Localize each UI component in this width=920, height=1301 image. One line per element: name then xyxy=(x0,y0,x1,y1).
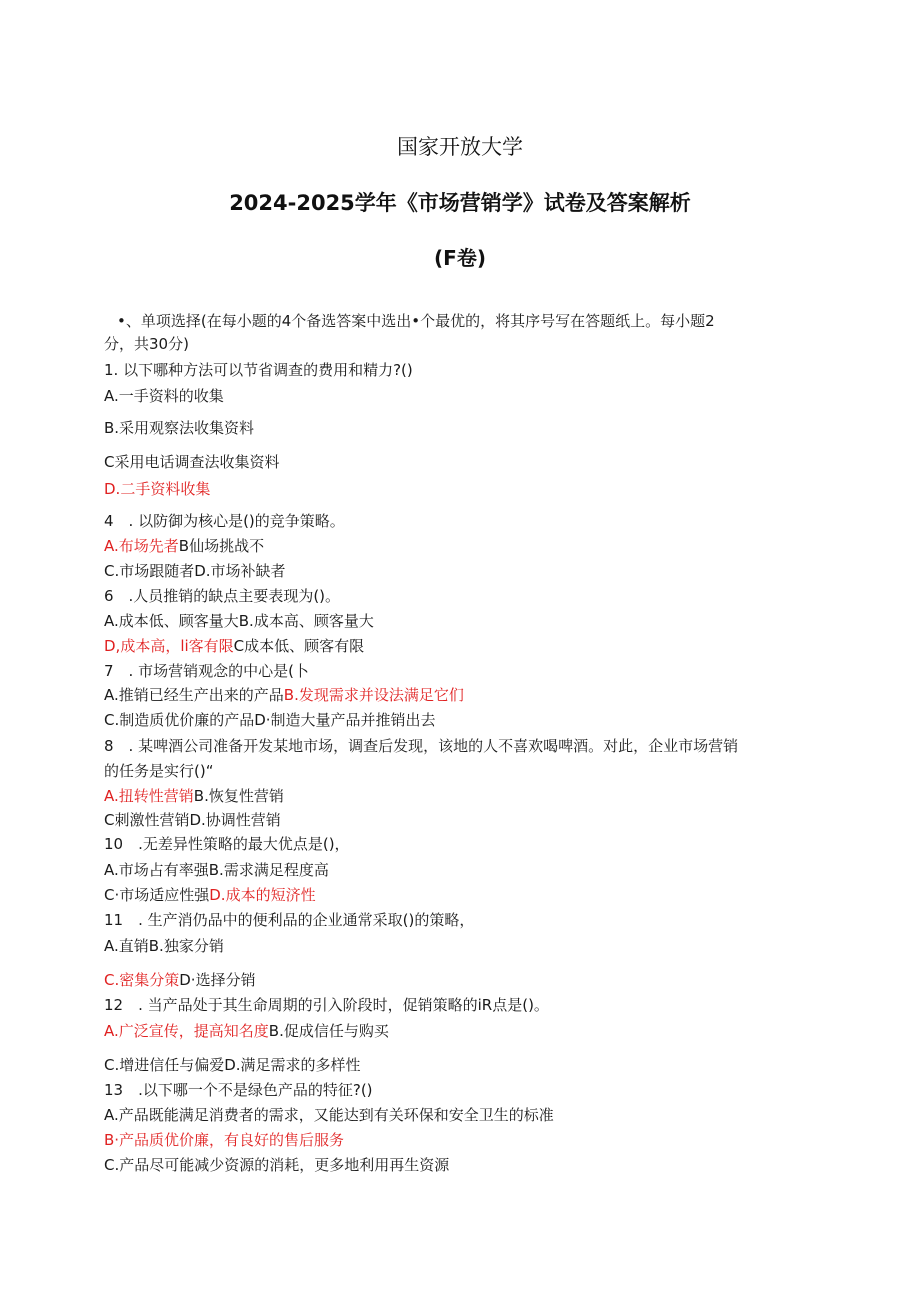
option-text: A.直销B.独家分销 xyxy=(104,937,224,955)
correct-answer: D.二手资料收集 xyxy=(104,480,211,498)
option-line xyxy=(104,536,264,556)
option-text: A.成本低、顾客量大B.成本高、顾客量大 xyxy=(104,612,374,630)
option-text: C.市场跟随者D.市场补缺者 xyxy=(104,562,286,580)
option-text: D·选择分销 xyxy=(179,971,256,989)
option-line xyxy=(104,1130,344,1150)
option-line xyxy=(104,636,364,656)
paper-variant: (F卷) xyxy=(434,246,486,270)
question-stem: 13 .以下哪一个不是绿色产品的特征?() xyxy=(104,1081,373,1099)
option-line xyxy=(104,479,210,499)
option-line xyxy=(104,1105,554,1125)
option-line xyxy=(104,1155,449,1175)
option-line xyxy=(104,936,224,956)
question-stem: 7 . 市场营销观念的中心是(卜 xyxy=(104,662,309,680)
option-line xyxy=(104,418,254,438)
question-stem: 8 . 某啤酒公司准备开发某地市场，调查后发现，该地的人不喜欢喝啤酒。对此，企业市场营销 xyxy=(104,737,739,755)
correct-answer: B.发现需求并设法满足它们 xyxy=(283,686,464,704)
option-line xyxy=(104,885,316,905)
option-line xyxy=(104,386,224,406)
question-stem: 11 . 生产消仍品中的便利品的企业通常采取()的策略， xyxy=(104,911,475,929)
option-text: C.产品尽可能减少资源的消耗，更多地利用再生资源 xyxy=(104,1156,450,1174)
question-stem: 4 . 以防御为核心是()的竞争策略。 xyxy=(104,512,345,530)
exam-title: 2024-2025学年《市场营销学》试卷及答案解析 xyxy=(229,191,691,215)
option-line xyxy=(104,1021,389,1041)
option-line xyxy=(104,970,256,990)
option-text: C成本低、顾客有限 xyxy=(233,637,365,655)
correct-answer: B·产品质优价廉，有良好的售后服务 xyxy=(104,1131,345,1149)
option-line xyxy=(104,786,284,806)
correct-answer: A.布场先者 xyxy=(104,537,179,555)
option-text: C.增进信任与偏爱D.满足需求的多样性 xyxy=(104,1056,361,1074)
option-text: C刺激性营销D.协调性营销 xyxy=(104,811,281,829)
option-line xyxy=(104,860,329,880)
option-line xyxy=(104,561,286,581)
option-text: A.推销已经生产出来的产品 xyxy=(104,686,284,704)
option-line xyxy=(104,710,436,730)
option-text: A.市场占有率强B.需求满足程度高 xyxy=(104,861,329,879)
school-name: 国家开放大学 xyxy=(397,135,523,159)
option-line xyxy=(104,810,281,830)
question-stem: 1. 以下哪种方法可以节省调查的费用和精力?() xyxy=(104,361,413,379)
correct-answer: D.成本的短济性 xyxy=(209,886,316,904)
option-text: C.制造质优价廉的产品D·制造大量产品并推销出去 xyxy=(104,711,436,729)
correct-answer: A.广泛宣传，提高知名度 xyxy=(104,1022,269,1040)
question-stem: 10 .无差异性策略的最大优点是()， xyxy=(104,835,350,853)
option-text: B.采用观察法收集资料 xyxy=(104,419,255,437)
option-text: A.产品既能满足消费者的需求，又能达到有关环保和安全卫生的标准 xyxy=(104,1106,554,1124)
question-stem-continued: 的任务是实行()“ xyxy=(104,762,214,780)
option-text: C采用电话调查法收集资料 xyxy=(104,453,280,471)
section-title-line-1: •、单项选择(在每小题的4个备选答案中选出•个最优的，将其序号写在答题纸上。每小题2 xyxy=(117,312,715,330)
option-text: B仙场挑战不 xyxy=(178,537,265,555)
correct-answer: A.扭转性营销 xyxy=(104,787,194,805)
question-stem: 12 . 当产品处于其生命周期的引入阶段时，促销策略的iR点是()。 xyxy=(104,996,549,1014)
section-title-line-2: 分，共30分) xyxy=(104,335,189,353)
question-stem: 6 .人员推销的缺点主要表现为()。 xyxy=(104,587,341,605)
option-text: C·市场适应性强 xyxy=(104,886,210,904)
correct-answer: C.密集分策 xyxy=(104,971,180,989)
option-text: B.促成信任与购买 xyxy=(268,1022,389,1040)
option-line xyxy=(104,1055,361,1075)
option-line xyxy=(104,452,279,472)
correct-answer: D,成本高，li客有限 xyxy=(104,637,234,655)
option-line xyxy=(104,685,464,705)
option-text: A.一手资料的收集 xyxy=(104,387,224,405)
option-line xyxy=(104,611,374,631)
option-text: B.恢复性营销 xyxy=(193,787,284,805)
